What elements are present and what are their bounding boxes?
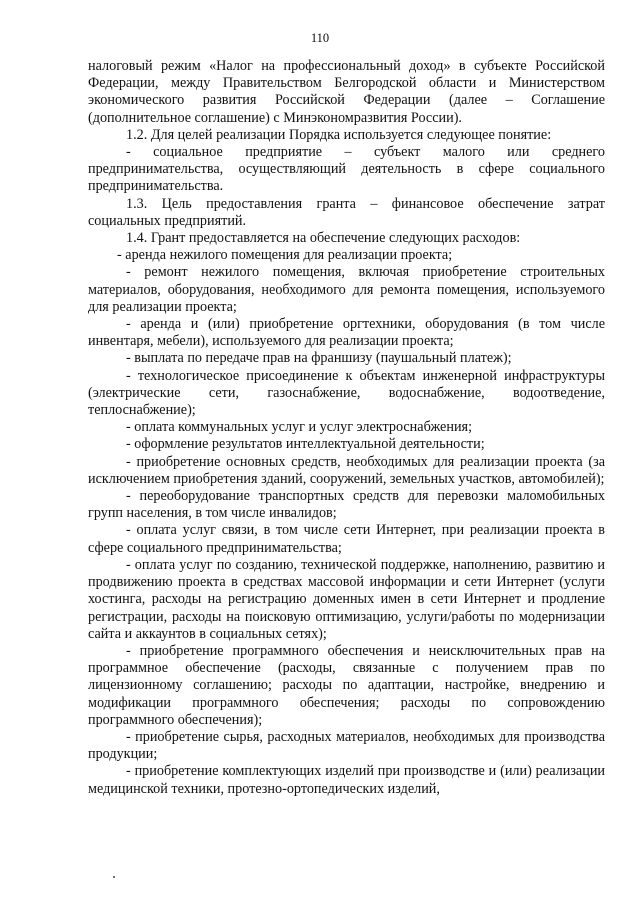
body-text bbox=[88, 58, 605, 798]
list-item: - аренда и (или) приобретение оргтехники, оборудования (в том числе инвентаря, мебели), используемого для реализации проекта; bbox=[88, 316, 605, 350]
list-item: - аренда нежилого помещения для реализации проекта; bbox=[117, 247, 453, 264]
page-number: 110 bbox=[310, 31, 330, 45]
list-item: - оплата коммунальных услуг и услуг электроснабжения; bbox=[126, 419, 473, 436]
list-item: - оплата услуг по созданию, технической поддержке, наполнению, развитию и продвижению проекта в средствах массовой информации и сети Интернет (услуги хостинга, расходы на регистрацию доменных имен в сети Интернет и продление регистрации, расходы на поисковую оптимизацию, услуги/работы по модернизации сайта и аккаунтов в социальных сетях); bbox=[88, 556, 605, 642]
paragraph: 1.4. Грант предоставляется на обеспечение следующих расходов: bbox=[126, 230, 521, 247]
list-item: - оплата услуг связи, в том числе сети Интернет, при реализации проекта в сфере социального предпринимательства; bbox=[88, 522, 605, 556]
paragraph: налоговый режим «Налог на профессиональный доход» в субъекте Российской Федерации, между Правительством Белгородской области и Министерством экономического развития Российской Федерации (далее – Соглашение (дополнительное соглашение) с Минэкономразвития России). bbox=[88, 58, 605, 126]
list-item: - приобретение основных средств, необходимых для реализации проекта (за исключением приобретения зданий, сооружений, земельных участков, автомобилей); bbox=[88, 453, 605, 487]
list-item: - приобретение программного обеспечения и неисключительных прав на программное обеспечение (расходы, связанные с получением прав по лицензионному соглашению; расходы по адаптации, настройке, внедрению и модификации программного обеспечения; расходы по сопровождению программного обеспечения); bbox=[88, 642, 605, 728]
paragraph: 1.3. Цель предоставления гранта – финансовое обеспечение затрат социальных предприятий. bbox=[88, 195, 605, 229]
scan-speck bbox=[113, 876, 115, 878]
list-item: - переоборудование транспортных средств для перевозки маломобильных групп населения, в том числе инвалидов; bbox=[88, 488, 605, 522]
list-item: - приобретение комплектующих изделий при производстве и (или) реализации медицинской техники, протезно-ортопедических изделий, bbox=[88, 763, 605, 797]
paragraph: - социальное предприятие – субъект малого или среднего предпринимательства, осуществляющий деятельность в сфере социального предпринимательства. bbox=[88, 144, 605, 195]
list-item: - технологическое присоединение к объектам инженерной инфраструктуры (электрические сети, газоснабжение, водоснабжение, водоотведение, теплоснабжение); bbox=[88, 367, 605, 419]
list-item: - оформление результатов интеллектуальной деятельности; bbox=[126, 436, 485, 453]
paragraph: 1.2. Для целей реализации Порядка используется следующее понятие: bbox=[126, 126, 552, 143]
list-item: - ремонт нежилого помещения, включая приобретение строительных материалов, оборудования, необходимого для ремонта помещения, используемого для реализации проекта; bbox=[88, 264, 605, 315]
list-item: - выплата по передаче прав на франшизу (паушальный платеж); bbox=[126, 350, 512, 367]
list-item: - приобретение сырья, расходных материалов, необходимых для производства продукции; bbox=[88, 728, 605, 763]
